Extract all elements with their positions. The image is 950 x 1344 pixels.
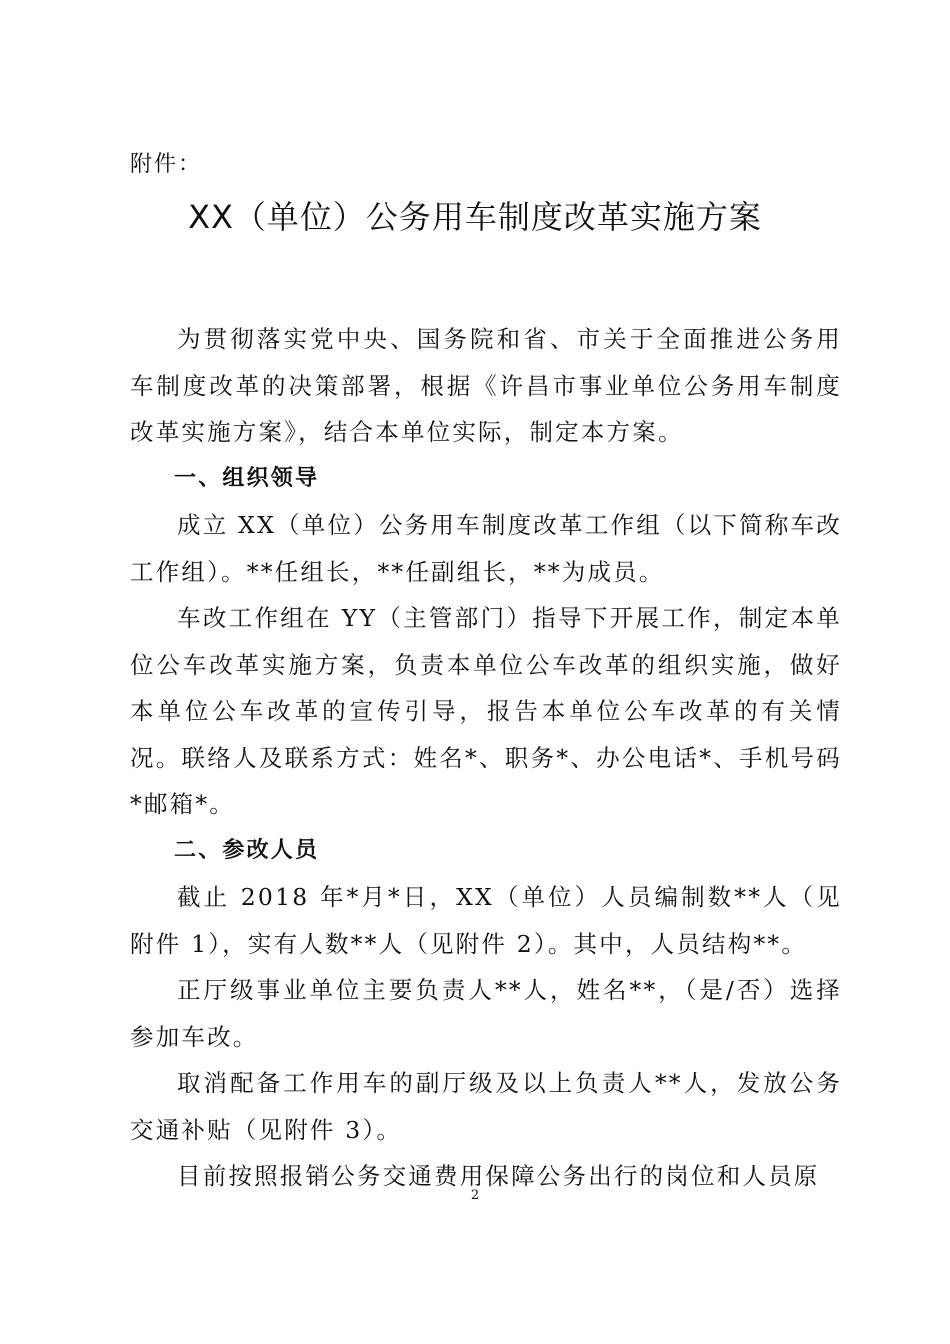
paragraph: 车改工作组在 YY（主管部门）指导下开展工作，制定本单位公车改革实施方案，负责本单位公车改革的组织实施，做好本单位公车改革的宣传引导，报告本单位公车改革的有关情况。联络人及联系方式：姓名*、职务*、办公电话*、手机号码*邮箱*。 — [130, 604, 842, 818]
paragraph: 成立 XX（单位）公务用车制度改革工作组（以下简称车改工作组）。**任组长，**任副组长，**为成员。 — [130, 511, 842, 586]
paragraph: 取消配备工作用车的副厅级及以上负责人**人，发放公务交通补贴（见附件 3）。 — [130, 1069, 842, 1144]
intro-paragraph: 为贯彻落实党中央、国务院和省、市关于全面推进公务用车制度改革的决策部署，根据《许昌市事业单位公务用车制度改革实施方案》，结合本单位实际，制定本方案。 — [130, 325, 842, 446]
paragraph: 目前按照报销公务交通费用保障公务出行的岗位和人员原 — [177, 1162, 820, 1190]
section-heading-participants: 二、参改人员 — [174, 837, 320, 863]
page-number: 2 — [470, 1188, 480, 1203]
document-body — [130, 316, 842, 1200]
section-heading-organization: 一、组织领导 — [174, 465, 320, 491]
document-title: XX（单位）公务用车制度改革实施方案 — [188, 198, 762, 236]
paragraph: 截止 2018 年*月*日，XX（单位）人员编制数**人（见附件 1），实有人数**人（见附件 2）。其中，人员结构**。 — [130, 883, 842, 958]
paragraph: 正厅级事业单位主要负责人**人，姓名**，（是/否）选择参加车改。 — [130, 976, 842, 1051]
attachment-label: 附件： — [130, 152, 203, 177]
